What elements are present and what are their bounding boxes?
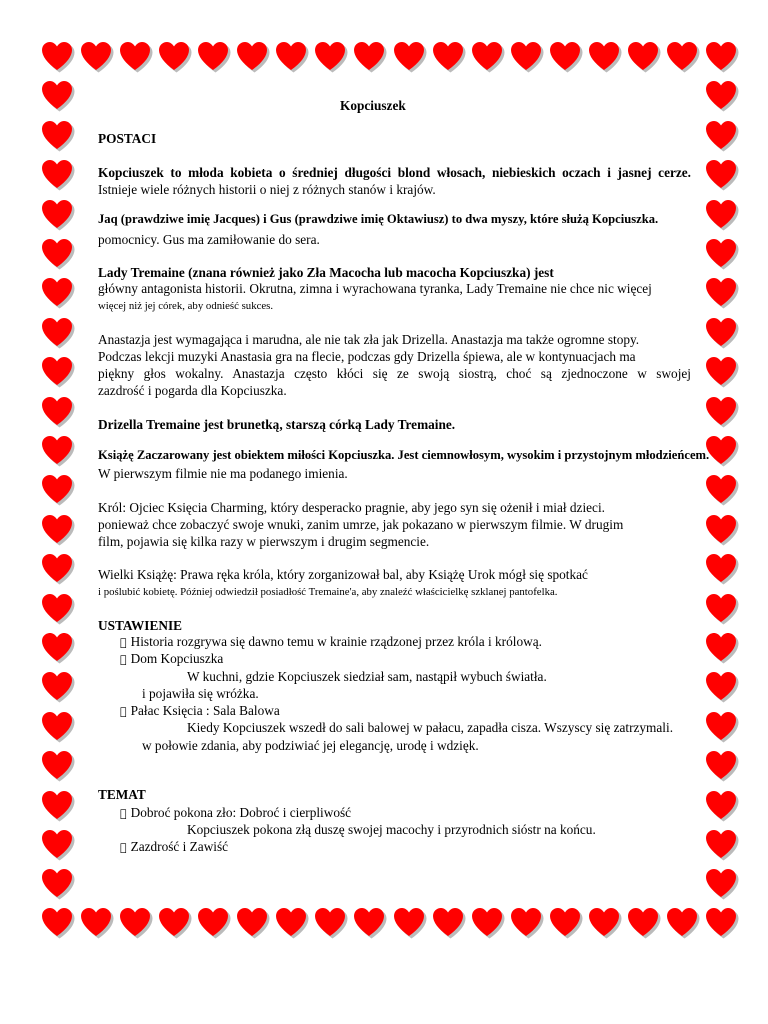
heart-icon	[41, 790, 75, 822]
setting-item-3-sub1: Kiedy Kopciuszek wszedł do sali balowej w pałacu, zapadła cisza. Wszyscy się zatrzymali.	[187, 720, 674, 735]
paragraph-lady-tremaine-line2: główny antagonista historii. Okrutna, zimna i wyrachowana tyranka, Lady Tremaine nie chce nic więcej	[98, 281, 652, 296]
paragraph-krol-line2: ponieważ chce zobaczyć swoje wnuki, zanim umrze, jak pokazano w pierwszym filmie. W drugim	[98, 517, 624, 532]
paragraph-drizella: Drizella Tremaine jest brunetką, starszą córką Lady Tremaine.	[98, 417, 456, 432]
theme-item-1-sub: Kopciuszek pokona złą duszę swojej macochy i przyrodnich sióstr na końcu.	[187, 822, 596, 837]
heart-icon	[705, 474, 739, 506]
heart-icon	[41, 474, 75, 506]
paragraph-anastazja-line2: Podczas lekcji muzyki Anastasia gra na flecie, podczas gdy Drizella śpiewa, ale w kontynuacjach ma	[98, 349, 636, 364]
setting-item-2-sub1: W kuchni, gdzie Kopciuszek siedział sam, nastąpił wybuch światła.	[187, 669, 547, 684]
heart-icon	[432, 41, 466, 73]
heart-icon	[549, 907, 583, 939]
heart-icon	[197, 907, 231, 939]
heart-icon	[627, 907, 661, 939]
section-heading-postaci: POSTACI	[98, 131, 157, 146]
heart-icon	[705, 41, 739, 73]
heart-icon	[393, 41, 427, 73]
heart-icon	[41, 671, 75, 703]
heart-icon	[41, 277, 75, 309]
bullet-icon	[120, 653, 127, 666]
heart-icon	[705, 277, 739, 309]
heart-icon	[197, 41, 231, 73]
paragraph-anastazja-line4: zazdrość i pogarda dla Kopciuszka.	[98, 383, 287, 398]
setting-item-1	[120, 633, 542, 651]
heart-icon	[705, 80, 739, 112]
heart-icon	[393, 907, 427, 939]
paragraph-ksiaze-line2: W pierwszym filmie nie ma podanego imienia.	[98, 466, 348, 481]
heart-icon	[41, 238, 75, 270]
heart-icon	[41, 317, 75, 349]
heart-icon	[471, 41, 505, 73]
heart-icon	[80, 907, 114, 939]
heart-icon	[588, 41, 622, 73]
heart-icon	[705, 514, 739, 546]
heart-icon	[41, 356, 75, 388]
setting-item-3	[120, 702, 280, 720]
paragraph-krol-line3: film, pojawia się kilka razy w pierwszym i drugim segmencie.	[98, 534, 430, 549]
setting-item-3-sub2: w połowie zdania, aby podziwiać jej elegancję, urodę i wdzięk.	[142, 738, 479, 753]
heart-icon	[588, 907, 622, 939]
paragraph-jaq-gus: Jaq (prawdziwe imię Jacques) i Gus (prawdziwe imię Oktawiusz) to dwa myszy, które służą Kopciuszka.	[98, 212, 659, 226]
heart-icon	[314, 907, 348, 939]
bullet-icon	[120, 705, 127, 718]
heart-icon	[275, 907, 309, 939]
paragraph-jaq-gus-line2: pomocnicy. Gus ma zamiłowanie do sera.	[98, 232, 320, 247]
bullet-icon	[120, 841, 127, 854]
heart-icon	[353, 41, 387, 73]
heart-icon	[41, 907, 75, 939]
heart-icon	[41, 159, 75, 191]
heart-icon	[119, 907, 153, 939]
bullet-icon	[120, 636, 127, 649]
heart-icon	[705, 907, 739, 939]
heart-icon	[705, 317, 739, 349]
heart-icon	[705, 553, 739, 585]
theme-item-1-text: Dobroć pokona zło: Dobroć i cierpliwość	[124, 805, 345, 820]
heart-icon	[119, 41, 153, 73]
heart-icon	[705, 199, 739, 231]
heart-icon	[471, 907, 505, 939]
heart-icon	[41, 750, 75, 782]
paragraph-krol-line1: Król: Ojciec Księcia Charming, który desperacko pragnie, aby jego syn się ożenił i miał dzieci.	[98, 500, 605, 515]
heart-icon	[236, 41, 270, 73]
theme-item-1	[120, 804, 351, 822]
heart-icon	[41, 435, 75, 467]
heart-icon	[705, 750, 739, 782]
heart-icon	[705, 435, 739, 467]
heart-icon	[549, 41, 583, 73]
heart-icon	[41, 120, 75, 152]
paragraph-wielki-ksiaze-line1: Wielki Książę: Prawa ręka króla, który zorganizował bal, aby Książę Urok mógł się spotkać	[98, 567, 588, 582]
heart-icon	[41, 632, 75, 664]
heart-icon	[41, 711, 75, 743]
heart-icon	[705, 396, 739, 428]
setting-item-2-text: Dom Kopciuszka	[124, 651, 217, 666]
heart-icon	[314, 41, 348, 73]
heart-icon	[705, 159, 739, 191]
theme-item-2	[120, 838, 228, 856]
paragraph-kopciuszek: Kopciuszek to młoda kobieta o średniej długości blond włosach, niebieskich oczach i jasnej cerze.	[98, 165, 691, 180]
heart-icon	[158, 907, 192, 939]
heart-icon	[705, 711, 739, 743]
page-title: Kopciuszek	[340, 98, 406, 113]
paragraph-wielki-ksiaze-line2: i poślubić kobietę. Później odwiedził posiadłość Tremaine'a, aby znaleźć właścicielkę szklanej pantofelka.	[98, 586, 558, 598]
section-heading-temat: TEMAT	[98, 787, 146, 802]
heart-icon	[41, 868, 75, 900]
heart-icon	[705, 829, 739, 861]
heart-icon	[627, 41, 661, 73]
setting-item-3-text: Pałac Księcia : Sala Balowa	[124, 703, 274, 718]
heart-icon	[705, 593, 739, 625]
paragraph-ksiaze: Książę Zaczarowany jest obiektem miłości Kopciuszka. Jest ciemnowłosym, wysokim i przystojnym młodzieńcem.	[98, 448, 710, 462]
heart-icon	[41, 514, 75, 546]
heart-icon	[41, 829, 75, 861]
setting-item-1-text: Historia rozgrywa się dawno temu w krainie rządzonej przez króla i królową.	[124, 634, 536, 649]
heart-icon	[275, 41, 309, 73]
heart-icon	[236, 907, 270, 939]
heart-icon	[432, 907, 466, 939]
heart-icon	[41, 199, 75, 231]
setting-item-2	[120, 650, 223, 668]
setting-item-2-sub2: i pojawiła się wróżka.	[142, 686, 259, 701]
paragraph-kopciuszek-line2: Istnieje wiele różnych historii o niej z różnych stanów i krajów.	[98, 182, 436, 197]
heart-icon	[158, 41, 192, 73]
paragraph-lady-tremaine-line3: więcej niż jej córek, aby odnieść sukces.	[98, 300, 274, 312]
heart-icon	[41, 80, 75, 112]
heart-icon	[510, 41, 544, 73]
paragraph-anastazja-line1: Anastazja jest wymagająca i marudna, ale nie tak zła jak Drizella. Anastazja ma także ogromne stopy.	[98, 332, 640, 347]
heart-icon	[705, 671, 739, 703]
heart-icon	[705, 632, 739, 664]
heart-icon	[80, 41, 114, 73]
paragraph-lady-tremaine: Lady Tremaine (znana również jako Zła Macocha lub macocha Kopciuszka) jest	[98, 265, 554, 280]
heart-icon	[510, 907, 544, 939]
heart-icon	[705, 868, 739, 900]
section-heading-ustawienie: USTAWIENIE	[98, 618, 182, 633]
heart-icon	[41, 553, 75, 585]
heart-icon	[705, 120, 739, 152]
paragraph-anastazja-line3: piękny głos wokalny. Anastazja często kłóci się ze swoją siostrą, choć są zjednoczone w swojej	[98, 366, 691, 381]
heart-icon	[41, 396, 75, 428]
heart-icon	[705, 238, 739, 270]
heart-icon	[705, 790, 739, 822]
heart-icon	[41, 593, 75, 625]
heart-icon	[666, 907, 700, 939]
heart-icon	[41, 41, 75, 73]
bullet-icon	[120, 807, 127, 820]
heart-icon	[666, 41, 700, 73]
heart-icon	[705, 356, 739, 388]
theme-item-2-text: Zazdrość i Zawiść	[124, 839, 222, 854]
heart-icon	[353, 907, 387, 939]
